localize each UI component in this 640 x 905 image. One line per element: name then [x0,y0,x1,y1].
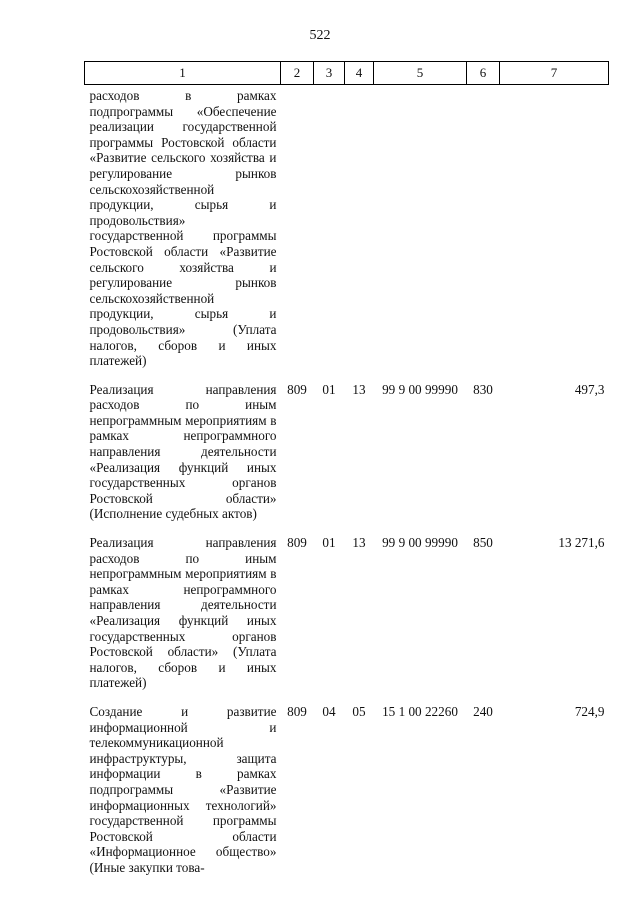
column-header: 1 [85,62,281,85]
table-row [85,522,609,691]
amount-value: 497,3 [574,381,605,397]
amount-value [500,85,609,369]
expense-type-code: 850 [473,535,493,551]
expense-type-code: 240 [473,703,493,719]
row-description: расходов в рамках подпрограммы «Обеспечение реализации государственной программы Ростовской области «Развитие сельского хозяйства и регулирование рынков сельскохозяйственной продукции, сырья и продовольствия» государственной программы Ростовской области «Развитие сельского хозяйства и регулирование рынков сельскохозяйственной продукции, сырья и продовольствия» (Уплата налогов, сборов и иных платежей) [89,88,277,369]
subsection-code: 13 [352,381,366,397]
ministry-code: 809 [287,703,307,719]
expense-type-code: 830 [473,381,493,397]
column-header: 6 [467,62,500,85]
expense-type-code [467,85,500,369]
column-header: 5 [374,62,467,85]
subsection-code: 13 [352,535,366,551]
table-row [85,369,609,522]
table-row [85,85,609,369]
amount-value: 724,9 [574,703,605,719]
section-code: 01 [322,535,336,551]
ministry-code: 809 [287,381,307,397]
target-code: 99 9 00 99990 [382,381,458,397]
row-description: Реализация направления расходов по иным непрограммным мероприятиям в рамках непрограммного направления деятельности «Реализация функций иных государственных органов Ростовской области» (Исполнение судебных актов) [89,381,277,522]
table-row [85,691,609,876]
column-header: 7 [500,62,609,85]
target-code: 99 9 00 99990 [382,535,458,551]
section-code [314,85,345,369]
column-header: 4 [345,62,374,85]
target-code: 15 1 00 22260 [382,703,458,719]
subsection-code [345,85,374,369]
section-code: 01 [322,381,336,397]
header-row [85,62,609,85]
column-header: 3 [314,62,345,85]
amount-value: 13 271,6 [558,535,605,551]
subsection-code: 05 [352,703,366,719]
ministry-code [281,85,314,369]
row-description: Реализация направления расходов по иным непрограммным мероприятиям в рамках непрограммного направления деятельности «Реализация функций иных государственных органов Ростовской области» (Уплата налогов, сборов и иных платежей) [89,535,277,691]
budget-table [84,61,609,876]
page-number: 522 [309,28,331,43]
target-code [374,85,467,369]
row-description: Создание и развитие информационной и телекоммуникационной инфраструктуры, защита информации в рамках подпрограммы «Развитие информационных технологий» государственной программы Ростовской области «Информационное общество» (Иные закупки това- [89,703,277,875]
ministry-code: 809 [287,535,307,551]
column-header: 2 [281,62,314,85]
section-code: 04 [322,703,336,719]
